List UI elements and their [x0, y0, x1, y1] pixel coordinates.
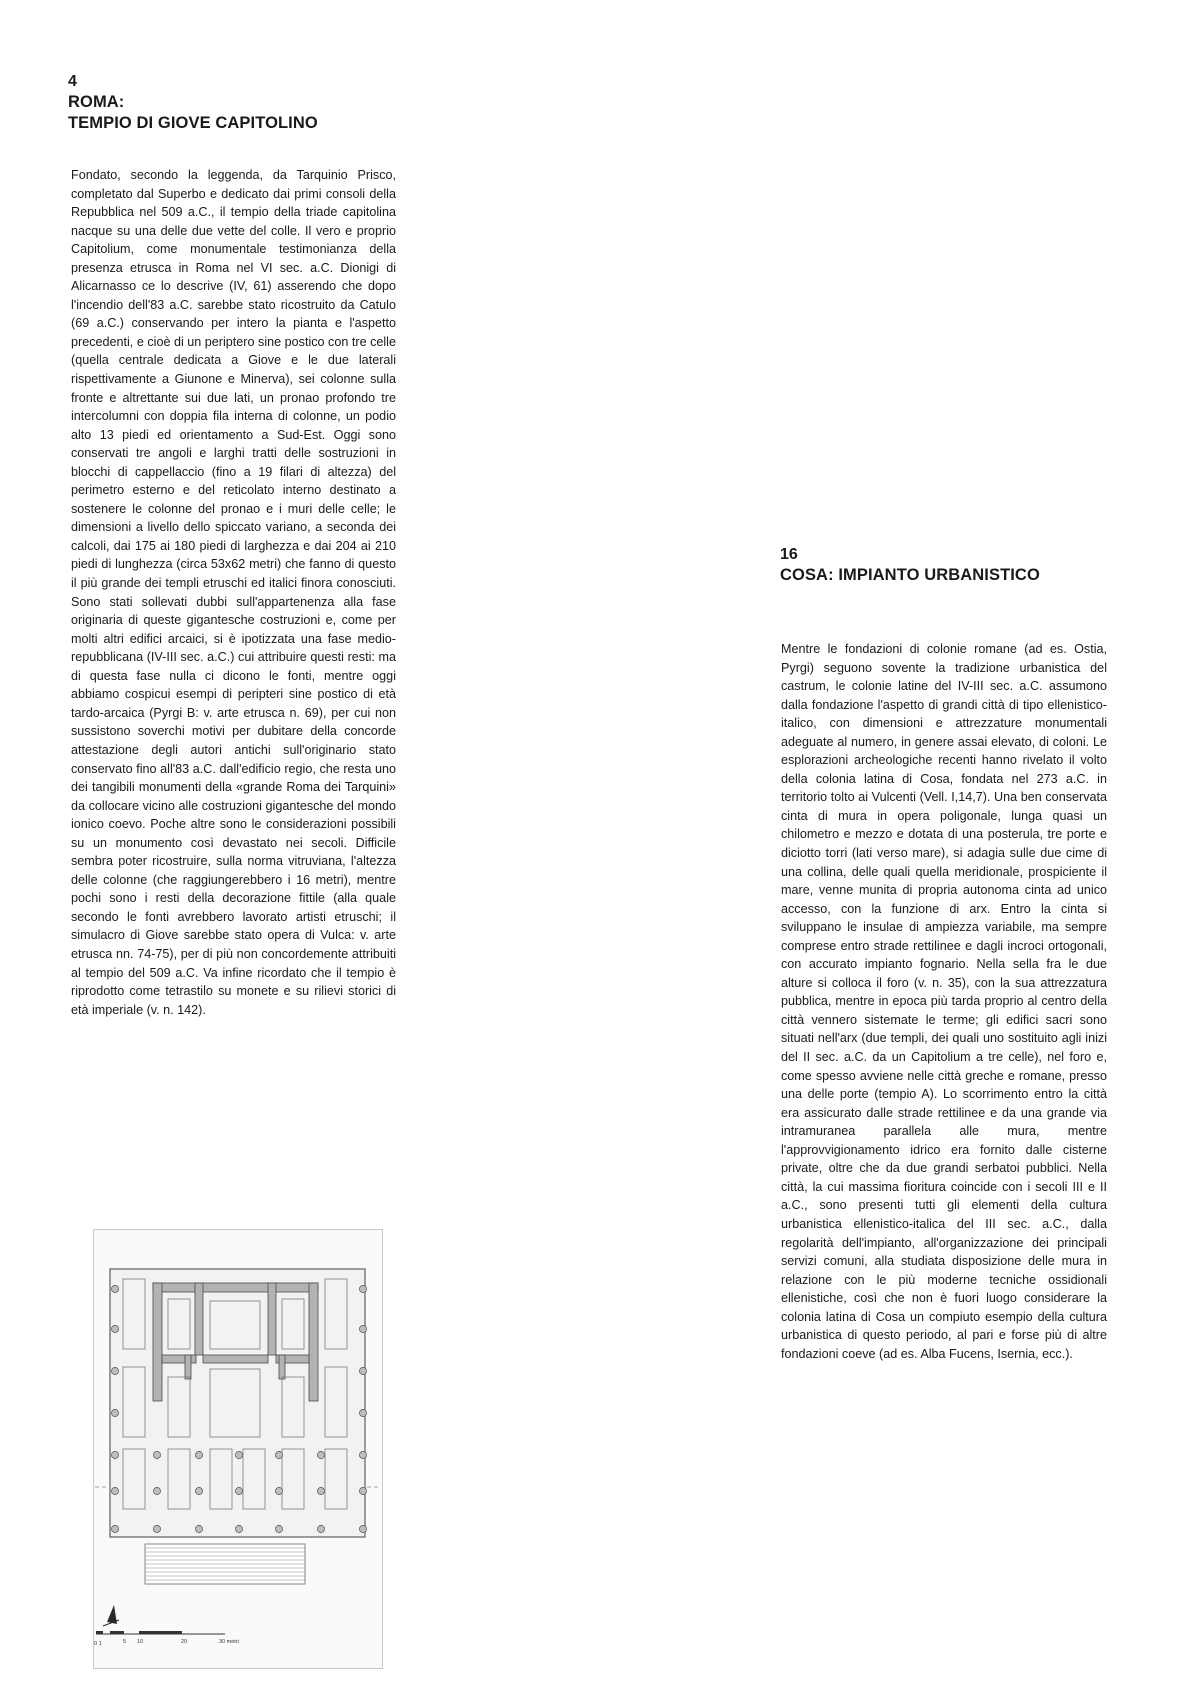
scale-label-5: 5 — [123, 1639, 127, 1645]
temple-plan-drawing — [93, 1229, 383, 1669]
podium-outline — [110, 1269, 365, 1537]
left-section-number: 4 — [68, 73, 77, 90]
right-section-number: 16 — [780, 546, 798, 563]
left-section-title-line1: ROMA: — [68, 93, 125, 111]
right-section-title: COSA: IMPIANTO URBANISTICO — [780, 566, 1040, 584]
staircase — [145, 1544, 305, 1584]
scale-label-20: 20 — [181, 1639, 188, 1645]
temple-plan-figure — [93, 1229, 383, 1669]
scale-label-0: 0 1 — [94, 1641, 102, 1647]
left-section-header — [68, 72, 398, 134]
left-body-text: Fondato, secondo la leggenda, da Tarquinio Prisco, completato dal Superbo e dedicato dai primi consoli della Repubblica nel 509 a.C., il tempio della triade capitolina nacque su una delle due vette del colle. Il vero e proprio Capitolium, come monumentale testimonianza della presenza etrusca in Roma nel VI sec. a.C. Dionigi di Alicarnasso ce lo descrive (IV, 61) asserendo che dopo l'incendio dell'83 a.C. sarebbe stato ricostruito da Catulo (69 a.C.) conservando per intero la pianta e l'aspetto precedenti, e cioè di un periptero sine postico con tre celle (quella centrale dedicata a Giove e le due laterali rispettivamente a Giunone e Minerva), sei colonne sulla fronte e altrettante sui due lati, un pronao profondo tre intercolumni con doppia fila interna di colonne, un podio alto 13 piedi ed orientamento a Sud-Est. Oggi sono conservati tre angoli e larghi tratti delle sostruzioni in blocchi di cappellaccio (fino a 19 filari di altezza) del perimetro esterno e del reticolato interno destinato a sostenere le colonne del pronao e i muri delle celle; le dimensioni a livello dello spiccato variano, a seconda dei calcoli, dai 175 ai 180 piedi di larghezza e dai 204 ai 210 piedi di lunghezza (circa 53x62 metri) che fanno di questo il più grande dei templi etruschi ed italici finora conosciuti. Sono stati sollevati dubbi sull'appartenenza alla fase originaria di queste gigantesche costruzioni e, come per molti altri edifici arcaici, si è ipotizzata una fase medio-repubblicana (IV-III sec. a.C.) cui attribuire questi resti: ma di questa fase nulla ci dicono le fonti, mentre oggi abbiamo cospicui esempi di peripteri sine postico di età tardo-arcaica (Pyrgi B: v. arte etrusca n. 69), per cui non sussistono soverchi motivi per dubitare della concorde attestazione degli autori antichi sull'originario stato conservato fino all'83 a.C. dall'edificio regio, che resta uno dei tangibili monumenti della «grande Roma dei Tarquini» da collocare vicino alle costruzioni gigantesche del mondo ionico coevo. Poche altre sono le considerazioni possibili su un monumento così devastato nei secoli. Difficile sembra poter ricostruire, sulla norma vitruviana, l'altezza delle colonne (che raggiungerebbero i 16 metri), mentre pochi sono i resti della decorazione fittile (alla quale secondo le fonti avrebbero lavorato artisti etruschi; il simulacro di Giove sarebbe stato opera di Vulca: v. arte etrusca nn. 74-75), per di più non concordemente attribuiti al tempio del 509 a.C. Va infine ricordato che il tempio è riprodotto come tetrastilo su monete e su rilievi storici di età imperiale (v. n. 142). — [71, 168, 396, 1017]
scale-label-10: 10 — [137, 1639, 144, 1645]
left-section-title-line2: TEMPIO DI GIOVE CAPITOLINO — [68, 114, 318, 132]
scale-label-30: 30 metri — [219, 1639, 239, 1645]
right-body-text: Mentre le fondazioni di colonie romane (ad es. Ostia, Pyrgi) seguono sovente la tradizione urbanistica del castrum, le colonie latine del IV-III sec. a.C. assumono dalla fondazione l'aspetto di grandi città di tipo ellenistico-italico, con dimensioni e attrezzature monumentali adeguate al numero, in genere assai elevato, di coloni. Le esplorazioni archeologiche recenti hanno rivelato il volto della colonia latina di Cosa, fondata nel 273 a.C. in territorio tolto ai Vulcenti (Vell. I,14,7). Una ben conservata cinta di mura in opera poligonale, lunga quasi un chilometro e mezzo e dotata di una posterula, tre porte e diciotto torri (lati verso mare), si adagia sulle due cime di una collina, delle quali quella meridionale, prospiciente il mare, venne munita di propria autonoma cinta ad unico accesso, con la funzione di arx. Entro la cinta si sviluppano le insulae di ampiezza variabile, ma sempre comprese entro strade rettilinee e dagli incroci ortogonali, con accurato impianto fognario. Nella sella fra le due alture si colloca il foro (v. n. 35), con la sua attrezzatura pubblica, mentre in epoca più tarda proprio al centro della città vennero sistemate le terme; gli edifici sacri sono situati nell'arx (due templi, dei quali uno sostituito agli inizi del II sec. a.C. da un Capitolium a tre celle), nel foro e, come spesso avviene nelle città greche e romane, presso una delle porte (tempio A). Lo scorrimento entro la città era assicurato dalle strade rettilinee e da una grande via intramuranea parallela alle mura, mentre l'approvvigionamento idrico era fornito dalle cisterne private, oltre che da due grandi serbatoi pubblici. Nella città, la cui massima fioritura coincide con i secoli III e II a.C., sono presenti tutti gli elementi della cultura urbanistica ellenistico-italica del III sec. a.C., dalla regolarità dell'impianto, all'organizzazione dei principali servizi comuni, alla studiata disposizione delle mura in relazione con le più moderne tecniche ossidionali ellenistiche, così che non è fuori luogo considerare la colonia latina di Cosa un compiuto esempio della cultura urbanistica di questo periodo, al pari e forse più di altre fondazioni coeve (ad es. Alba Fucens, Isernia, ecc.). — [781, 642, 1107, 1361]
right-section-header — [780, 545, 1110, 586]
